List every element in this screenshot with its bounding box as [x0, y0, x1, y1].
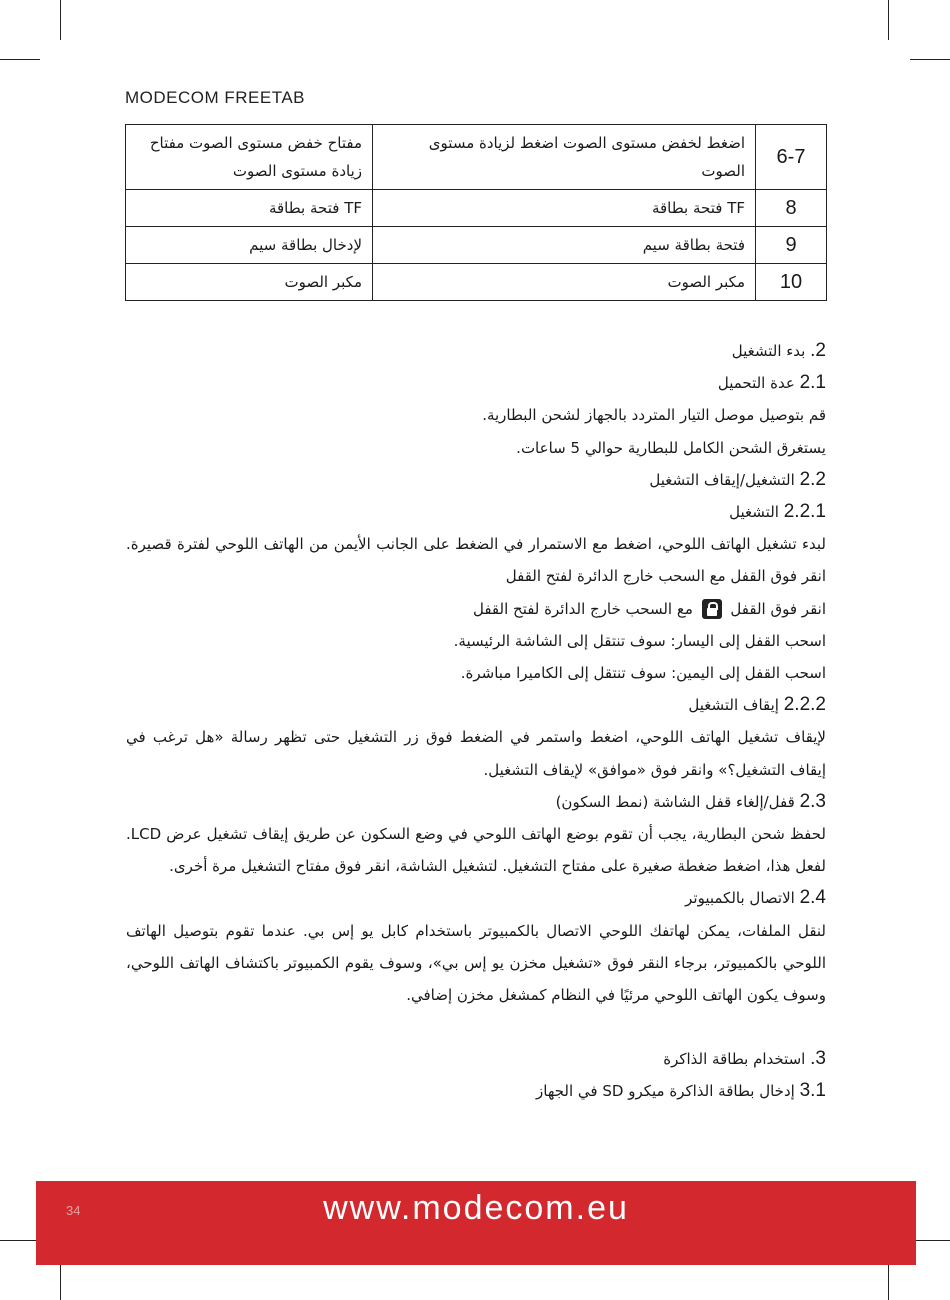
table-row: [126, 227, 827, 264]
section-title: عدة التحميل: [717, 374, 795, 393]
paragraph: لإيقاف تشغيل الهاتف اللوحي، اضغط واستمر في الضغط فوق زر التشغيل حتى تظهر رسالة «هل ترغب في إيقاف التشغيل؟» وانقر فوق «موافق» لإيقاف التشغيل.: [126, 728, 826, 779]
section-heading: [126, 496, 826, 528]
lock-icon: [702, 599, 722, 619]
spacer: [126, 1011, 826, 1043]
spec-table: [125, 124, 827, 301]
section-number: 3.1: [799, 1080, 826, 1102]
section-heading: [126, 1043, 826, 1075]
section-number: 3.: [810, 1048, 826, 1070]
section-heading: [126, 367, 826, 399]
section-number: 2.1: [799, 372, 826, 394]
row-number: 10: [756, 264, 827, 301]
footer-banner: [36, 1181, 916, 1265]
table-row: [126, 264, 827, 301]
section-title: استخدام بطاقة الذاكرة: [663, 1050, 806, 1069]
section-heading: [126, 464, 826, 496]
row-name: مفتاح خفض مستوى الصوت مفتاح زيادة مستوى الصوت: [126, 125, 373, 190]
crop-mark: [910, 59, 950, 60]
section-title: قفل/إلغاء قفل الشاشة (نمط السكون): [555, 792, 795, 811]
section-title: بدء التشغيل: [731, 342, 806, 360]
row-number: 6-7: [756, 125, 827, 190]
section-number: 2.2.1: [783, 501, 826, 523]
paragraph-text: مع السحب خارج الدائرة لفتح القفل: [472, 599, 693, 618]
crop-mark: [888, 0, 889, 40]
page-number: 34: [66, 1203, 81, 1218]
paragraph: لبدء تشغيل الهاتف اللوحي، اضغط مع الاستمرار في الضغط على الجانب الأيمن من الهاتف اللوحي لفترة قصيرة. انقر فوق القفل مع السحب خارج الدائرة لفتح القفل: [126, 535, 826, 586]
section-title: إدخال بطاقة الذاكرة ميكرو SD في الجهاز: [536, 1082, 795, 1101]
paragraph: اسحب القفل إلى اليسار: سوف تنتقل إلى الشاشة الرئيسية.: [453, 631, 826, 650]
section-heading: [126, 882, 826, 914]
crop-mark: [0, 1240, 40, 1241]
document-body: [126, 335, 826, 1108]
section-heading: [126, 335, 826, 367]
section-title: التشغيل: [729, 503, 779, 522]
section-title: التشغيل/إيقاف التشغيل: [649, 470, 795, 489]
paragraph: يستغرق الشحن الكامل للبطارية حوالي 5 ساعات.: [516, 438, 826, 457]
page-header-title: MODECOM FREETAB: [125, 88, 306, 107]
paragraph: لحفظ شحن البطارية، يجب أن تقوم بوضع الهاتف اللوحي في وضع السكون عن طريق إيقاف تشغيل عرض LCD. لفعل هذا، اضغط ضغطة صغيرة على مفتاح التشغيل. لتشغيل الشاشة، انقر فوق مفتاح التشغيل مرة أخرى.: [126, 825, 826, 876]
row-number: 9: [756, 227, 827, 264]
section-heading: [126, 689, 826, 721]
section-number: 2.: [810, 340, 826, 361]
crop-mark: [60, 1262, 61, 1300]
footer-url: www.modecom.eu: [323, 1189, 629, 1227]
table-row: [126, 125, 827, 190]
section-number: 2.4: [799, 887, 826, 909]
crop-mark: [60, 0, 61, 40]
paragraph: [126, 593, 826, 625]
row-name: لإدخال بطاقة سيم: [126, 227, 373, 264]
section-title: الاتصال بالكمبيوتر: [685, 889, 795, 908]
crop-mark: [910, 1240, 950, 1241]
section-number: 2.2.2: [783, 694, 826, 716]
paragraph: اسحب القفل إلى اليمين: سوف تنتقل إلى الكاميرا مباشرة.: [460, 664, 826, 683]
row-number: 8: [756, 190, 827, 227]
table-row: [126, 190, 827, 227]
section-number: 2.3: [799, 790, 826, 812]
row-name: مكبر الصوت: [126, 264, 373, 301]
section-number: 2.2: [799, 468, 826, 490]
row-description: اضغط لخفض مستوى الصوت اضغط لزيادة مستوى الصوت: [373, 125, 756, 190]
paragraph: لنقل الملفات، يمكن لهاتفك اللوحي الاتصال بالكمبيوتر باستخدام كابل يو إس بي. عندما تقوم بتوصيل الهاتف اللوحي بالكمبيوتر، برجاء النقر فوق «تشغيل مخزن يو إس بي»، وسوف يقوم الكمبيوتر باكتشاف الهاتف اللوحي، وسوف يكون الهاتف اللوحي مرئيًا في النظام كمشغل مخزن إضافي.: [126, 921, 826, 1005]
row-description: مكبر الصوت: [373, 264, 756, 301]
crop-mark: [0, 59, 40, 60]
paragraph: قم بتوصيل موصل التيار المتردد بالجهاز لشحن البطارية.: [482, 406, 826, 425]
section-title: إيقاف التشغيل: [688, 696, 779, 715]
section-heading: [126, 1075, 826, 1107]
paragraph-text: انقر فوق القفل: [730, 599, 826, 618]
row-description: TF فتحة بطاقة: [373, 190, 756, 227]
section-heading: [126, 786, 826, 818]
row-description: فتحة بطاقة سيم: [373, 227, 756, 264]
crop-mark: [888, 1262, 889, 1300]
row-name: TF فتحة بطاقة: [126, 190, 373, 227]
